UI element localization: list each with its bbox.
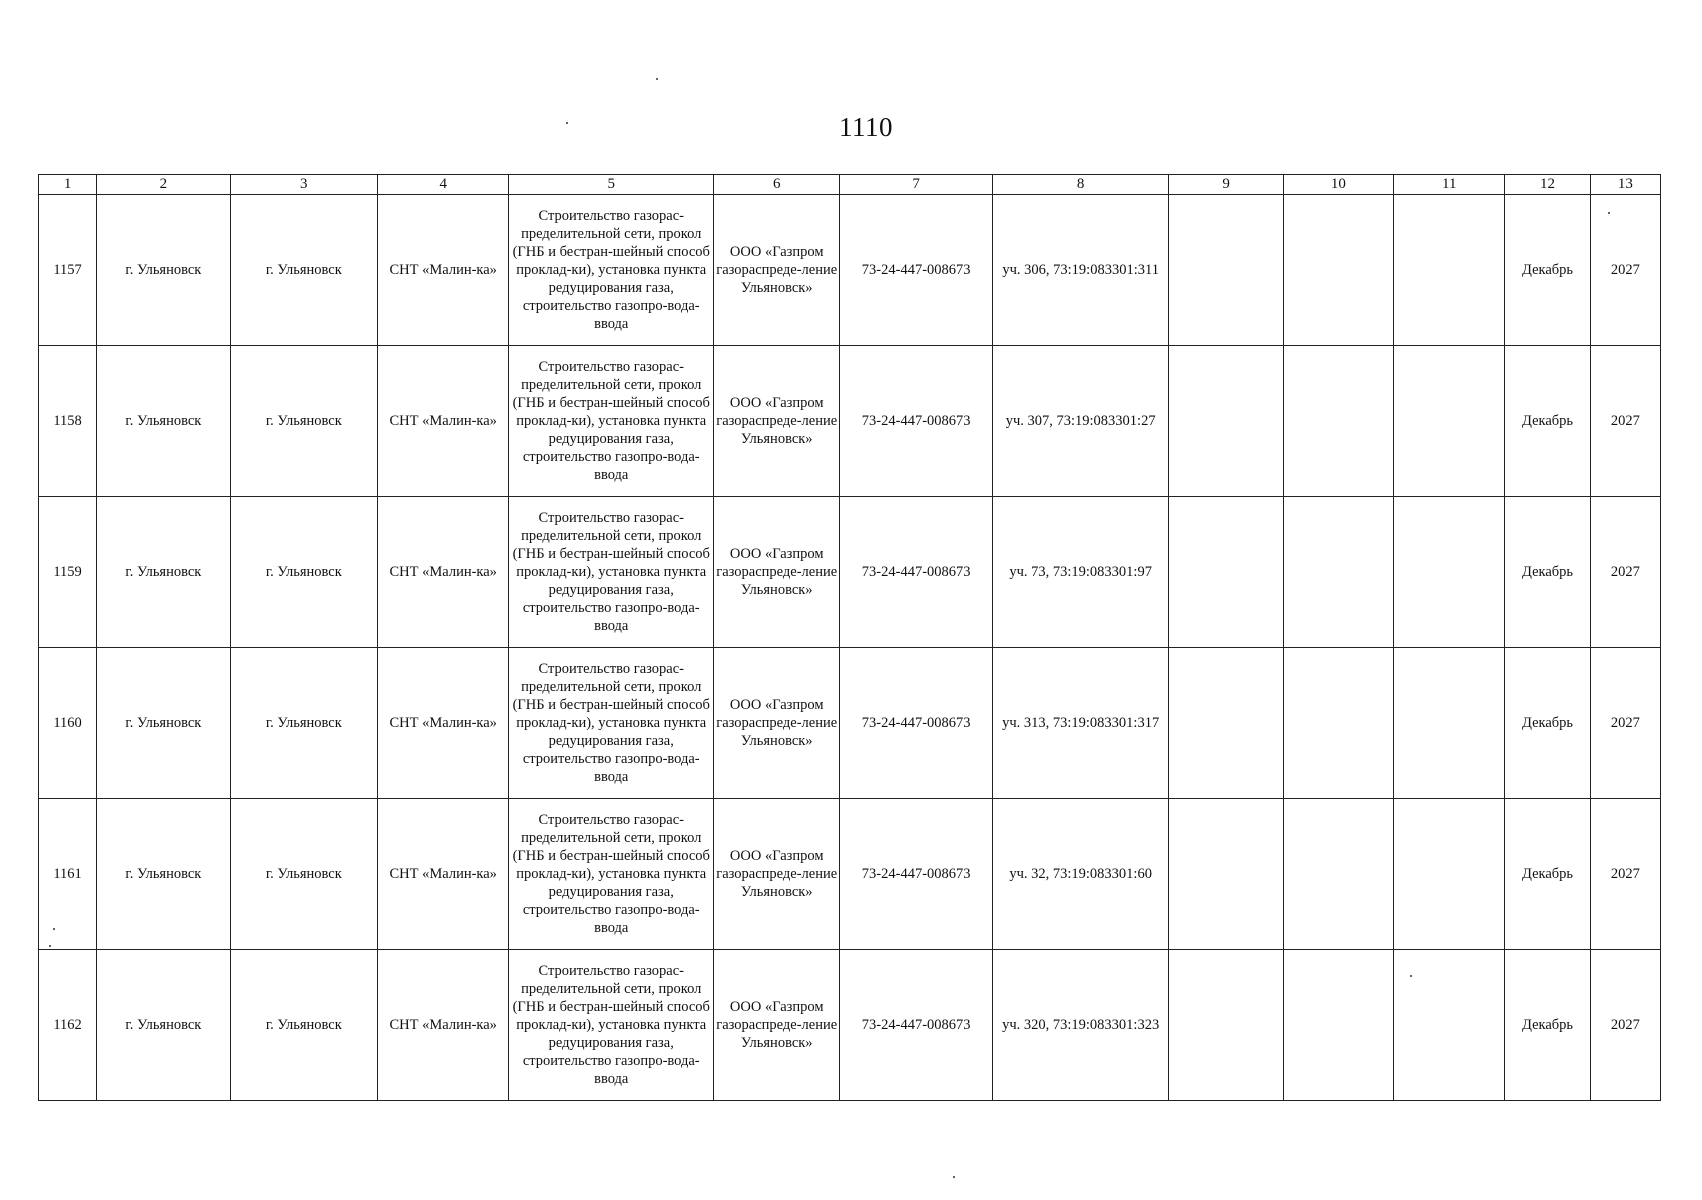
organization-cell: ООО «Газпром газораспреде-ление Ульяновск» [714,346,840,497]
location-cell: СНТ «Малин-ка» [378,497,509,648]
row-number: 1160 [39,648,97,799]
city-cell: г. Ульяновск [97,799,230,950]
city-cell: г. Ульяновск [230,195,377,346]
code-cell: 73-24-447-008673 [840,648,992,799]
table-row [39,648,1661,799]
column-header: 3 [230,175,377,195]
table-row [39,195,1661,346]
row-number: 1157 [39,195,97,346]
row-number: 1162 [39,950,97,1101]
empty-cell [1169,195,1283,346]
empty-cell [1394,950,1505,1101]
location-cell: СНТ «Малин-ка» [378,195,509,346]
scan-speck [656,78,658,80]
plot-cell: уч. 73, 73:19:083301:97 [992,497,1169,648]
plot-cell: уч. 307, 73:19:083301:27 [992,346,1169,497]
data-table [38,174,1661,1101]
empty-cell [1283,799,1393,950]
city-cell: г. Ульяновск [230,799,377,950]
organization-cell: ООО «Газпром газораспреде-ление Ульяновск» [714,195,840,346]
table-row [39,950,1661,1101]
year-cell: 2027 [1590,497,1660,648]
city-cell: г. Ульяновск [230,950,377,1101]
column-header: 1 [39,175,97,195]
column-header: 8 [992,175,1169,195]
scan-speck [953,1176,955,1178]
year-cell: 2027 [1590,346,1660,497]
location-cell: СНТ «Малин-ка» [378,950,509,1101]
work-description-cell: Строительство газорас-пределительной сети, прокол (ГНБ и бестран-шейный способ проклад-ки), установка пункта редуцирования газа, строительство газопро-вода-ввода [509,346,714,497]
city-cell: г. Ульяновск [97,346,230,497]
organization-cell: ООО «Газпром газораспреде-ление Ульяновск» [714,950,840,1101]
month-cell: Декабрь [1505,497,1590,648]
code-cell: 73-24-447-008673 [840,950,992,1101]
page-number [0,112,1702,143]
month-cell: Декабрь [1505,346,1590,497]
empty-cell [1283,195,1393,346]
year-cell: 2027 [1590,195,1660,346]
scan-speck [53,928,55,930]
table-row [39,799,1661,950]
month-cell: Декабрь [1505,195,1590,346]
scan-speck [49,945,51,947]
scan-speck [1410,975,1412,977]
year-cell: 2027 [1590,648,1660,799]
table-row [39,346,1661,497]
plot-cell: уч. 320, 73:19:083301:323 [992,950,1169,1101]
empty-cell [1169,648,1283,799]
month-cell: Декабрь [1505,799,1590,950]
location-cell: СНТ «Малин-ка» [378,799,509,950]
year-cell: 2027 [1590,950,1660,1101]
empty-cell [1283,648,1393,799]
work-description-cell: Строительство газорас-пределительной сети, прокол (ГНБ и бестран-шейный способ проклад-ки), установка пункта редуцирования газа, строительство газопро-вода-ввода [509,799,714,950]
city-cell: г. Ульяновск [97,195,230,346]
empty-cell [1394,648,1505,799]
column-header: 12 [1505,175,1590,195]
plot-cell: уч. 306, 73:19:083301:311 [992,195,1169,346]
city-cell: г. Ульяновск [230,346,377,497]
city-cell: г. Ульяновск [230,648,377,799]
column-header: 6 [714,175,840,195]
code-cell: 73-24-447-008673 [840,799,992,950]
work-description-cell: Строительство газорас-пределительной сети, прокол (ГНБ и бестран-шейный способ проклад-ки), установка пункта редуцирования газа, строительство газопро-вода-ввода [509,648,714,799]
column-header: 11 [1394,175,1505,195]
row-number: 1158 [39,346,97,497]
scan-speck [566,122,568,124]
column-header: 5 [509,175,714,195]
column-header: 2 [97,175,230,195]
organization-cell: ООО «Газпром газораспреде-ление Ульяновск» [714,648,840,799]
plot-cell: уч. 32, 73:19:083301:60 [992,799,1169,950]
code-cell: 73-24-447-008673 [840,346,992,497]
column-header: 4 [378,175,509,195]
column-header: 13 [1590,175,1660,195]
work-description-cell: Строительство газорас-пределительной сети, прокол (ГНБ и бестран-шейный способ проклад-ки), установка пункта редуцирования газа, строительство газопро-вода-ввода [509,195,714,346]
empty-cell [1394,497,1505,648]
empty-cell [1283,346,1393,497]
row-number: 1161 [39,799,97,950]
plot-cell: уч. 313, 73:19:083301:317 [992,648,1169,799]
month-cell: Декабрь [1505,648,1590,799]
work-description-cell: Строительство газорас-пределительной сети, прокол (ГНБ и бестран-шейный способ проклад-ки), установка пункта редуцирования газа, строительство газопро-вода-ввода [509,950,714,1101]
location-cell: СНТ «Малин-ка» [378,648,509,799]
column-header: 9 [1169,175,1283,195]
organization-cell: ООО «Газпром газораспреде-ление Ульяновск» [714,799,840,950]
city-cell: г. Ульяновск [97,648,230,799]
year-cell: 2027 [1590,799,1660,950]
empty-cell [1394,799,1505,950]
table-row [39,497,1661,648]
row-number: 1159 [39,497,97,648]
empty-cell [1394,195,1505,346]
empty-cell [1169,346,1283,497]
column-header: 10 [1283,175,1393,195]
empty-cell [1169,799,1283,950]
work-description-cell: Строительство газорас-пределительной сети, прокол (ГНБ и бестран-шейный способ проклад-ки), установка пункта редуцирования газа, строительство газопро-вода-ввода [509,497,714,648]
code-cell: 73-24-447-008673 [840,195,992,346]
empty-cell [1283,497,1393,648]
city-cell: г. Ульяновск [97,950,230,1101]
page-number-text: 1110 [839,112,893,142]
column-header: 7 [840,175,992,195]
month-cell: Декабрь [1505,950,1590,1101]
location-cell: СНТ «Малин-ка» [378,346,509,497]
city-cell: г. Ульяновск [97,497,230,648]
scan-speck [1608,212,1610,214]
empty-cell [1283,950,1393,1101]
empty-cell [1169,497,1283,648]
organization-cell: ООО «Газпром газораспреде-ление Ульяновск» [714,497,840,648]
header-row [39,175,1661,195]
city-cell: г. Ульяновск [230,497,377,648]
empty-cell [1394,346,1505,497]
code-cell: 73-24-447-008673 [840,497,992,648]
empty-cell [1169,950,1283,1101]
